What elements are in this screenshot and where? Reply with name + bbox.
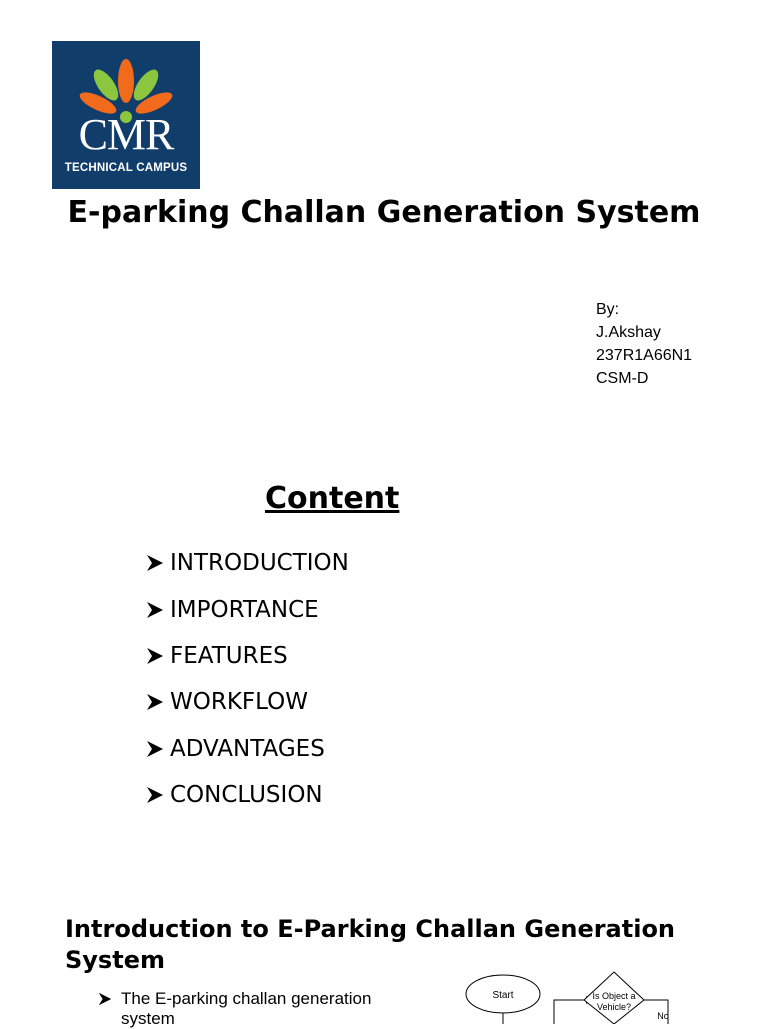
intro-bullet-text: The E-parking challan generation system [121,989,372,1028]
author-name: J.Akshay [596,324,661,341]
list-item [146,772,349,818]
list-item [146,633,349,679]
page-title: E-parking Challan Generation System [67,195,701,230]
cmr-logo [52,41,200,189]
flow-connector [554,1000,586,1024]
no-label: No [657,1011,669,1021]
list-item-label: ADVANTAGES [170,735,325,762]
arrow-bullet-icon [146,600,164,620]
section: CSM-D [596,370,649,387]
decision-label-line-1: Is Object a [592,991,636,1001]
arrow-bullet-icon [146,692,164,712]
list-item-label: CONCLUSION [170,782,323,809]
intro-bullet [98,989,428,1029]
arrow-bullet-icon [146,785,164,805]
list-item-label: IMPORTANCE [170,596,319,623]
start-label: Start [492,990,514,1001]
logo-subtitle: TECHNICAL CAMPUS [64,162,188,174]
list-item-label: INTRODUCTION [170,550,349,577]
content-list [146,540,349,818]
list-item [146,586,349,632]
byline [596,298,692,390]
arrow-bullet-icon [146,553,164,573]
intro-heading: Introduction to E-Parking Challan Generation System [65,915,676,974]
arrow-bullet-icon [146,646,164,666]
list-item-label: WORKFLOW [170,689,308,716]
arrow-bullet-icon [98,991,112,1007]
list-item [146,679,349,725]
decision-label-line-2: Vehicle? [596,1002,632,1012]
content-heading: Content [265,481,400,516]
arrow-bullet-icon [146,739,164,759]
byline-label: By: [596,301,620,318]
list-item [146,726,349,772]
roll-number: 237R1A66N1 [596,347,693,364]
logo-wordmark: CMR [78,110,174,159]
list-item-label: FEATURES [170,642,288,669]
list-item [146,540,349,586]
workflow-flowchart [458,966,688,1024]
